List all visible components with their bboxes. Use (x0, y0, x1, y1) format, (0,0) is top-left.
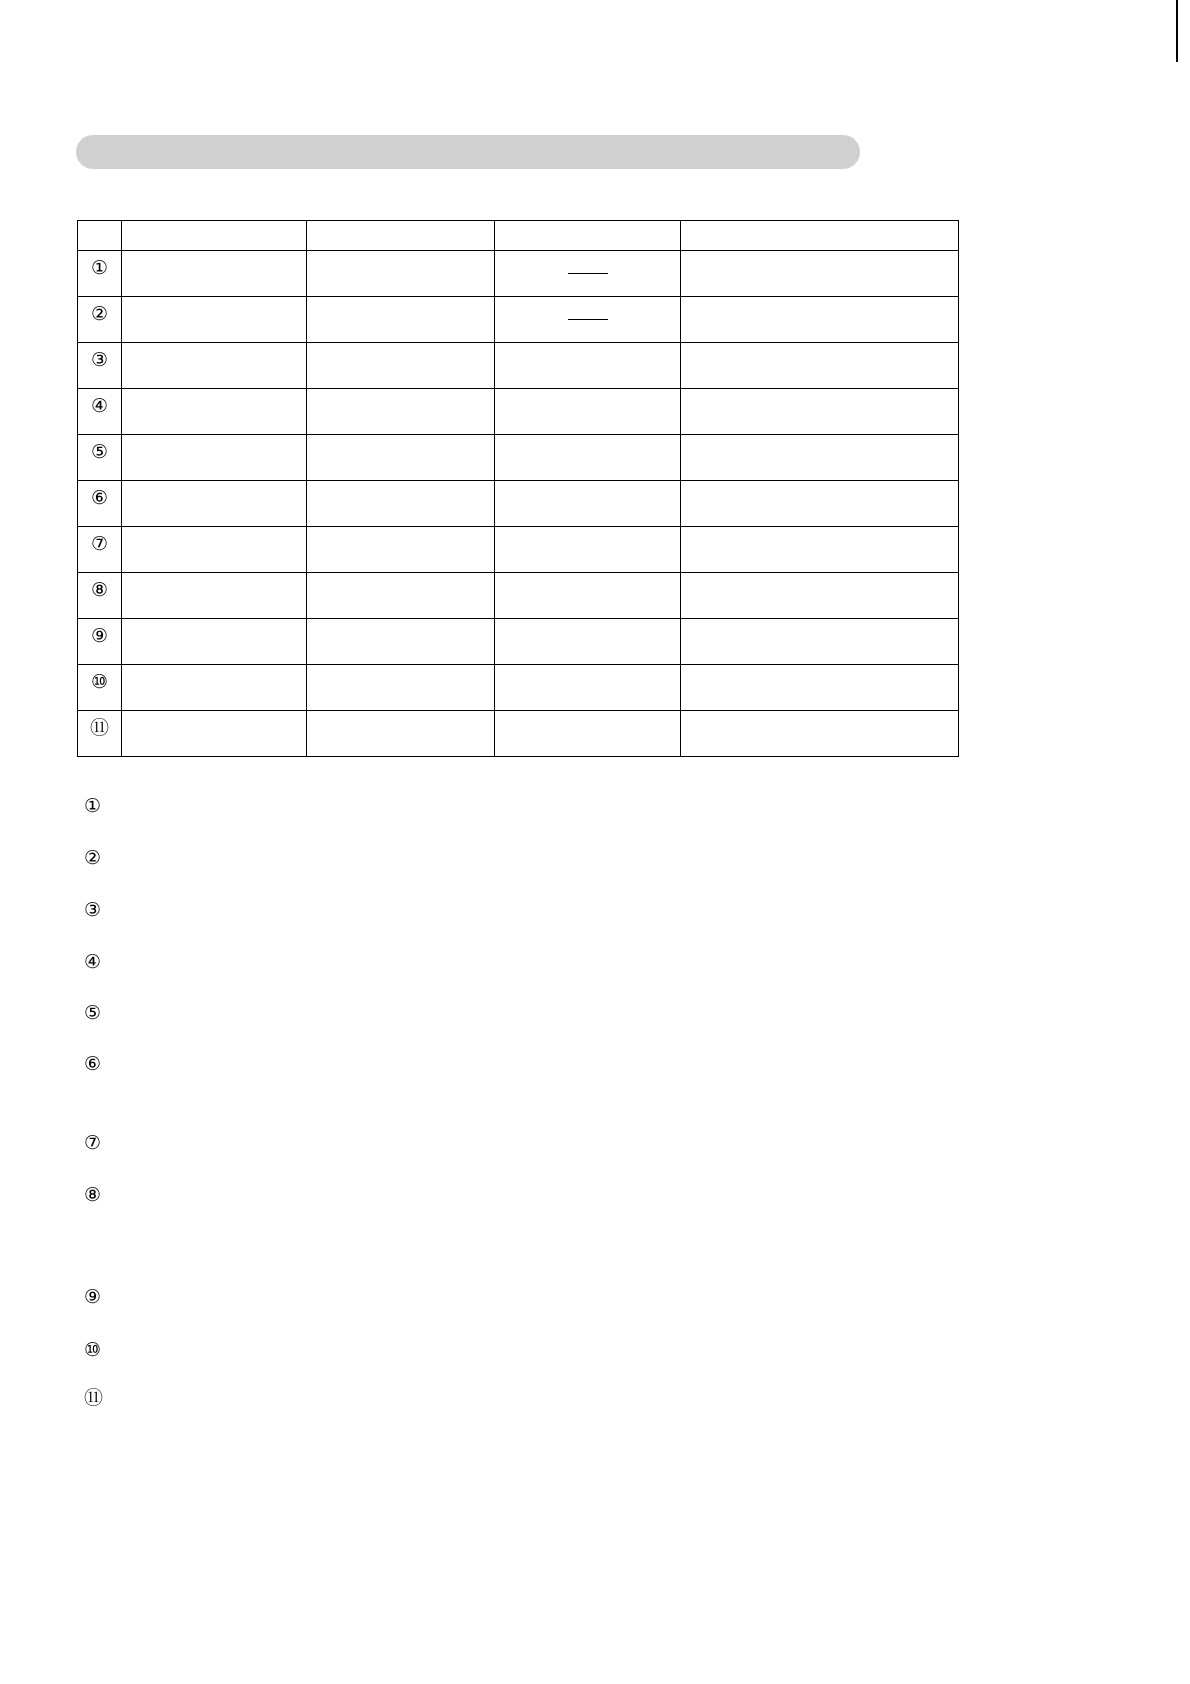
table-cell (307, 665, 495, 711)
table-row (78, 665, 959, 711)
table-cell (122, 343, 307, 389)
table-cell (681, 251, 959, 297)
table-cell (681, 389, 959, 435)
header-cell (681, 221, 959, 251)
spec-table (77, 220, 959, 757)
table-cell (122, 481, 307, 527)
note-number: ⑨ (84, 1286, 102, 1308)
header-cell (122, 221, 307, 251)
table-cell (307, 619, 495, 665)
table-cell (122, 619, 307, 665)
note-number: ③ (84, 899, 102, 921)
row-number-cell (78, 665, 122, 711)
header-cell (307, 221, 495, 251)
table-cell (307, 711, 495, 757)
table-row (78, 297, 959, 343)
table-cell (681, 619, 959, 665)
row-number: ⑩ (90, 671, 109, 693)
table-cell (307, 389, 495, 435)
table-cell (122, 573, 307, 619)
row-number-cell (78, 527, 122, 573)
table-row (78, 251, 959, 297)
table-cell (495, 619, 681, 665)
table-cell (495, 665, 681, 711)
table-row (78, 711, 959, 757)
table-cell (122, 435, 307, 481)
table-cell (681, 481, 959, 527)
row-number: ⑤ (90, 441, 109, 463)
row-number: ③ (90, 349, 109, 371)
row-number: ② (90, 303, 109, 325)
row-number: ④ (90, 395, 109, 417)
row-number: ⑨ (90, 625, 109, 647)
row-number: ⑧ (90, 579, 109, 601)
row-number-cell (78, 619, 122, 665)
table-cell (681, 527, 959, 573)
table-cell (495, 343, 681, 389)
row-number-cell (78, 573, 122, 619)
table-cell (307, 343, 495, 389)
table-cell (307, 297, 495, 343)
table-cell (681, 665, 959, 711)
table-cell (307, 435, 495, 481)
table-cell (122, 251, 307, 297)
note-number: ② (84, 847, 102, 869)
note-number: ⑦ (84, 1132, 102, 1154)
table-row (78, 435, 959, 481)
header-cell (495, 221, 681, 251)
header-cell (78, 221, 122, 251)
section-header-bar (76, 135, 860, 169)
table-cell (495, 297, 681, 343)
table-cell (681, 297, 959, 343)
table-header-row (78, 221, 959, 251)
table-row (78, 619, 959, 665)
note-number: ⑩ (84, 1339, 102, 1361)
table-row (78, 389, 959, 435)
row-number-cell (78, 343, 122, 389)
table-row (78, 573, 959, 619)
table-row (78, 527, 959, 573)
table-cell (122, 665, 307, 711)
note-number: ⑧ (84, 1184, 102, 1206)
table-cell (681, 343, 959, 389)
row-number-cell (78, 251, 122, 297)
table-cell (495, 435, 681, 481)
table-cell (307, 251, 495, 297)
row-number: ⑦ (90, 533, 109, 555)
row-number-cell (78, 435, 122, 481)
table-cell (495, 251, 681, 297)
table-cell (307, 573, 495, 619)
table-cell (307, 527, 495, 573)
note-number: ⑪ (84, 1387, 104, 1409)
table-cell (307, 481, 495, 527)
table-cell (495, 711, 681, 757)
table-cell (122, 711, 307, 757)
table-cell (122, 389, 307, 435)
note-number: ⑥ (84, 1053, 102, 1075)
dash-mark (568, 273, 608, 274)
page-edge-rule (1176, 0, 1178, 62)
note-number: ① (84, 795, 102, 817)
row-number: ① (90, 257, 109, 279)
note-number: ④ (84, 951, 102, 973)
table-cell (495, 389, 681, 435)
row-number: ⑥ (90, 487, 109, 509)
table-cell (122, 297, 307, 343)
table-cell (681, 435, 959, 481)
dash-mark (568, 319, 608, 320)
table-cell (681, 711, 959, 757)
table-row (78, 343, 959, 389)
row-number-cell (78, 389, 122, 435)
table-cell (122, 527, 307, 573)
table-cell (681, 573, 959, 619)
row-number-cell (78, 711, 122, 757)
row-number-cell (78, 481, 122, 527)
note-number: ⑤ (84, 1002, 102, 1024)
table-row (78, 481, 959, 527)
table-cell (495, 481, 681, 527)
table-cell (495, 573, 681, 619)
row-number-cell (78, 297, 122, 343)
row-number: ⑪ (89, 717, 109, 739)
table-cell (495, 527, 681, 573)
